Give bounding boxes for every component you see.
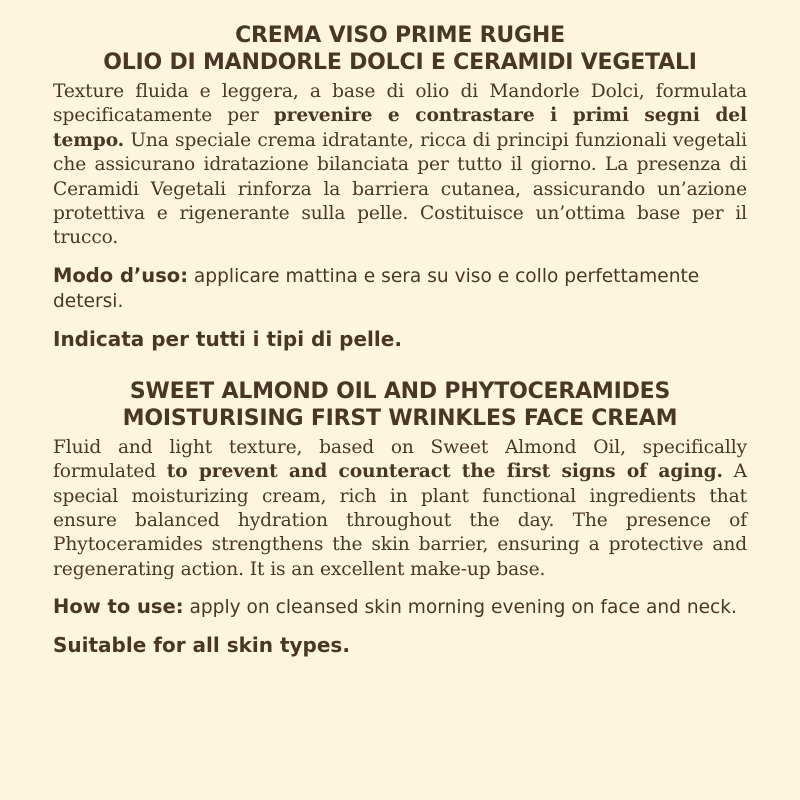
- english-suitable: Suitable for all skin types.: [53, 633, 350, 658]
- english-usage: [53, 594, 747, 620]
- italian-title: [53, 22, 747, 76]
- italian-description-part1: Texture fluida e leggera, a base di olio di Mandorle Dolci, formulata specificatamente per: [53, 81, 747, 127]
- english-description-part1: Fluid and light texture, based on Sweet Almond Oil, specifically formulated: [53, 436, 747, 483]
- english-description-emphasis: to prevent and counteract the first signs of aging.: [166, 461, 723, 483]
- english-section: [53, 378, 747, 658]
- italian-usage-text: applicare mattina e sera su viso e collo perfettamente detersi.: [53, 265, 700, 312]
- italian-title-line1: CREMA VISO PRIME RUGHE: [235, 23, 565, 48]
- english-title: [53, 378, 747, 432]
- english-title-line2: MOISTURISING FIRST WRINKLES FACE CREAM: [122, 405, 678, 431]
- italian-suitable: Indicata per tutti i tipi di pelle.: [53, 326, 402, 351]
- english-title-line1: SWEET ALMOND OIL AND PHYTOCERAMIDES: [129, 378, 671, 404]
- italian-title-line2: OLIO DI MANDORLE DOLCI E CERAMIDI VEGETALI: [103, 50, 697, 75]
- italian-description: [53, 80, 747, 251]
- english-usage-label: How to use:: [53, 595, 184, 619]
- english-description: [53, 436, 747, 582]
- italian-description-part2: Una speciale crema idratante, ricca di principi funzionali vegetali che assicurano idratazione bilanciata per tutto il giorno. La presenza di Ceramidi Vegetali rinforza la barriera cutanea, assicurando un’azione protettiva e rigenerante sulla pelle. Costituisce un’ottima base per il trucco.: [53, 129, 747, 249]
- italian-usage: [53, 263, 747, 314]
- italian-description-emphasis: prevenire e contrastare i primi segni del tempo.: [53, 105, 747, 151]
- italian-section: [53, 22, 747, 352]
- italian-usage-label: Modo d’uso:: [53, 263, 188, 287]
- english-usage-text: apply on cleansed skin morning evening on face and neck.: [183, 597, 737, 619]
- english-description-part2: A special moisturizing cream, rich in plant functional ingredients that ensure balanced hydration throughout the day. The presence of Phytoceramides strengthens the skin barrier, ensuring a protective and regenerating action. It is an excellent make-up base.: [53, 461, 747, 580]
